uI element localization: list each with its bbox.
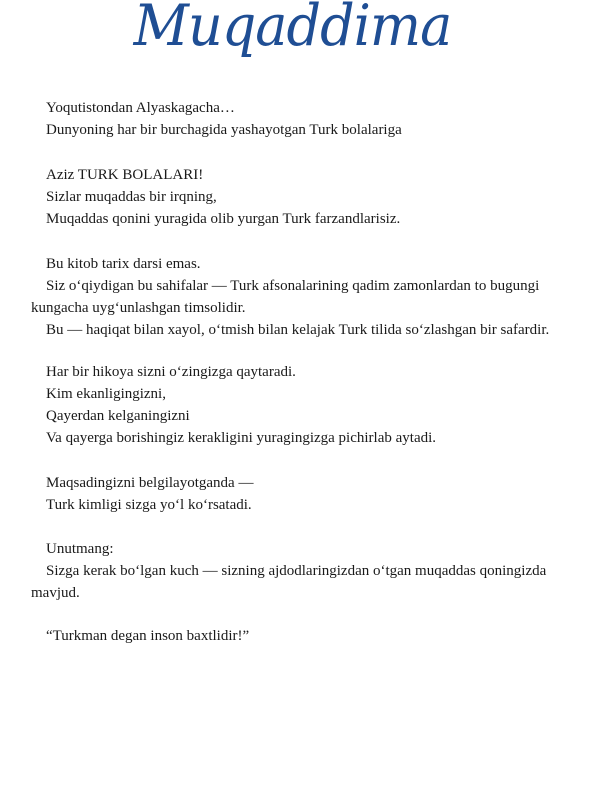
text-line: Maqsadingizni belgilayotganda —: [46, 475, 254, 491]
text-line: Sizlar muqaddas bir irqning,: [46, 189, 217, 205]
paragraph-purpose: [31, 472, 571, 516]
text-line: Siz o‘qiydigan bu sahifalar — Turk afsonalarining qadim zamonlardan to bugungi: [46, 278, 540, 294]
quote-line: “Turkman degan inson baxtlidir!”: [46, 628, 250, 644]
text-line: Har bir hikoya sizni o‘zingizga qaytaradi.: [46, 364, 296, 380]
paragraph-address: [31, 164, 571, 230]
paragraph-quote: [31, 625, 571, 647]
text-line: Aziz TURK BOLALARI!: [46, 167, 204, 183]
text-line: Bu — haqiqat bilan xayol, o‘tmish bilan kelajak Turk tilida so‘zlashgan bir safardir.: [46, 322, 550, 338]
paragraph-book: [31, 253, 571, 341]
text-line: Dunyoning har bir burchagida yashayotgan Turk bolalariga: [46, 122, 402, 138]
paragraph-stories: [31, 361, 571, 449]
text-line: Unutmang:: [46, 541, 114, 557]
text-line: mavjud.: [31, 585, 80, 601]
text-line: Yoqutistondan Alyaskagacha…: [46, 100, 235, 116]
paragraph-remember: [31, 538, 571, 604]
page-title: Muqaddima: [133, 0, 452, 59]
text-line: kungacha uyg‘unlashgan timsolidir.: [31, 300, 246, 316]
text-line: Sizga kerak bo‘lgan kuch — sizning ajdodlaringizdan o‘tgan muqaddas qoningizda: [46, 563, 547, 579]
text-line: Kim ekanligingizni,: [46, 386, 166, 402]
text-line: Qayerdan kelganingizni: [46, 408, 190, 424]
text-line: Bu kitob tarix darsi emas.: [46, 256, 201, 272]
text-line: Va qayerga borishingiz kerakligini yuragingizga pichirlab aytadi.: [46, 430, 437, 446]
text-line: Muqaddas qonini yuragida olib yurgan Turk farzandlarisiz.: [46, 211, 401, 227]
text-line: Turk kimligi sizga yo‘l ko‘rsatadi.: [46, 497, 252, 513]
paragraph-dedication: [31, 97, 571, 141]
